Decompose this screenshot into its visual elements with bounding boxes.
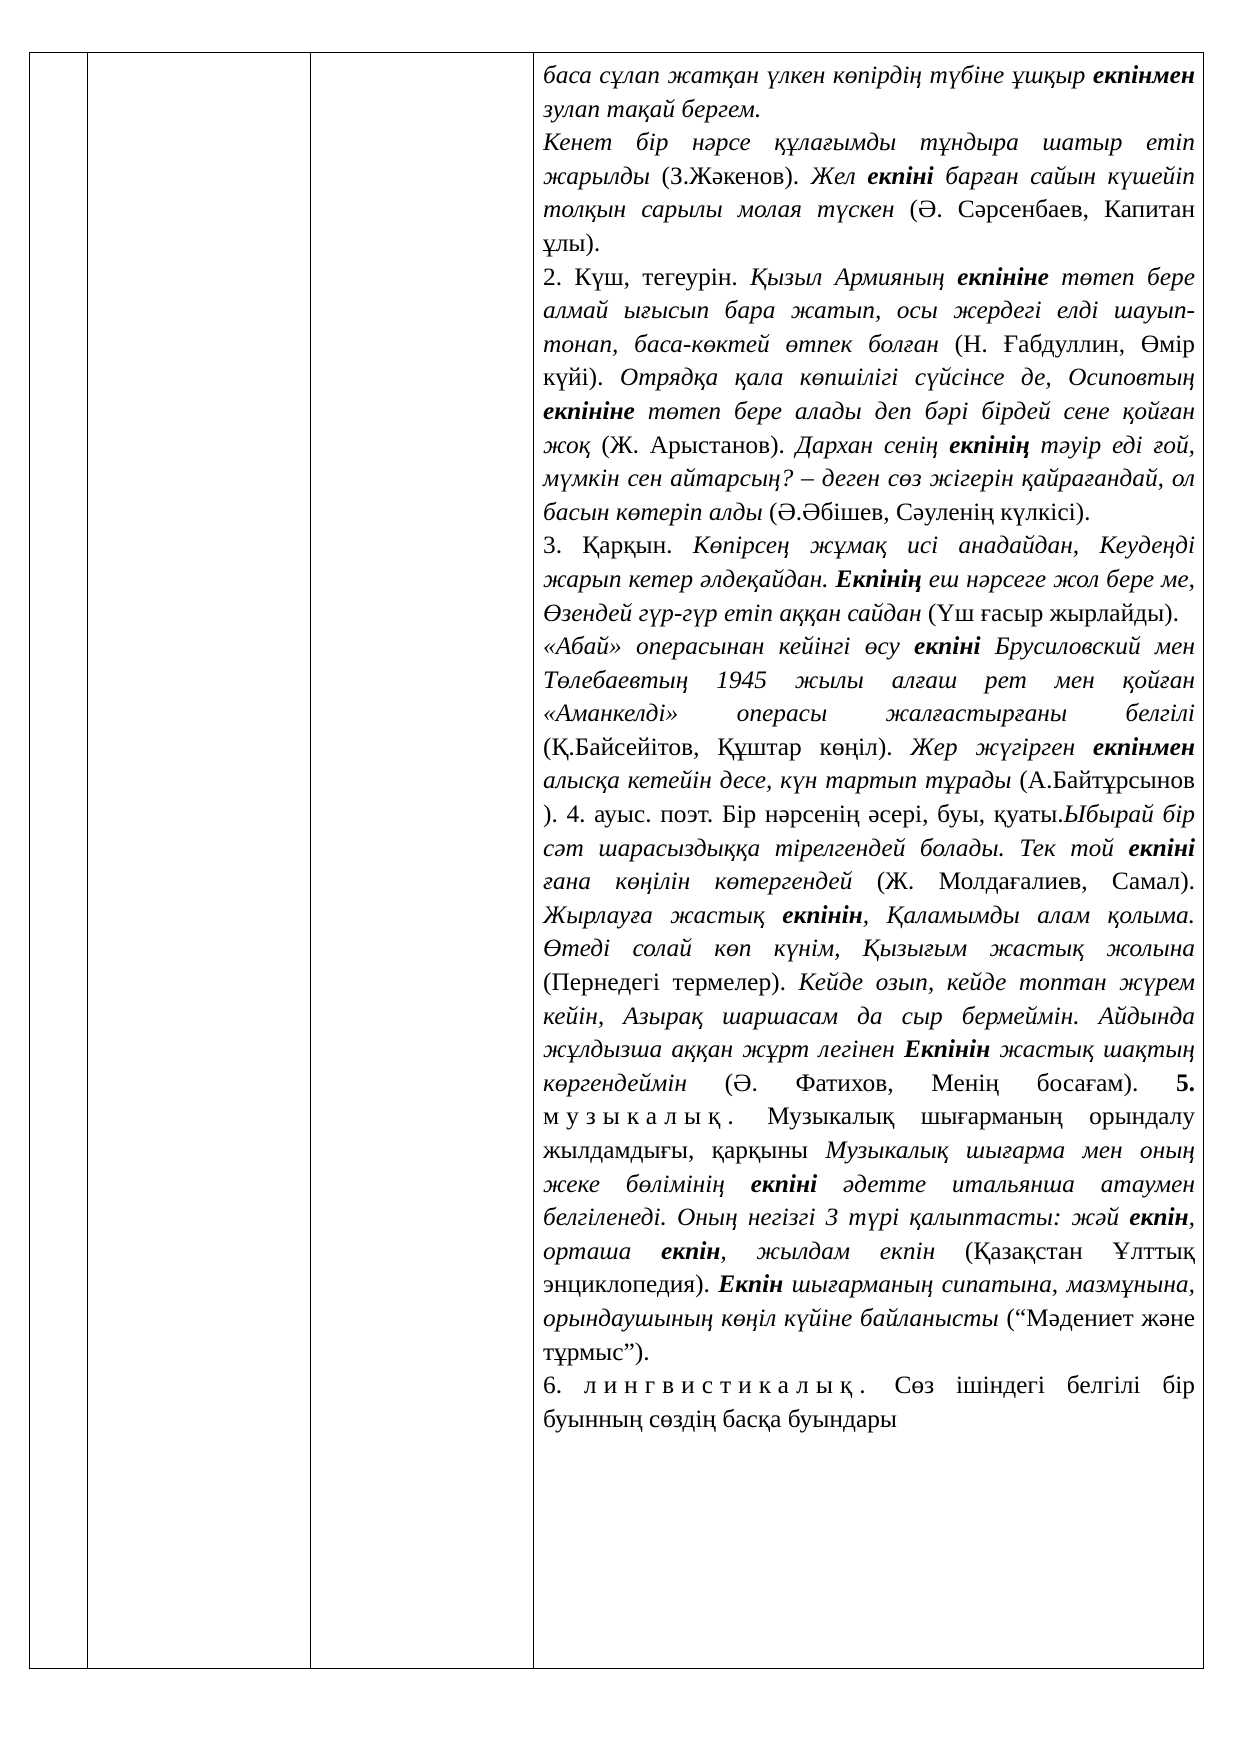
text-run: 5. [1175, 1068, 1195, 1097]
text-run: «Абай» операсынан кейінгі өсу [543, 632, 915, 661]
text-run: Музыкалық шығарманың орындалу жылдамдығы, қарқыны [543, 1102, 1195, 1164]
text-run: (Ж. Арыстанов). [590, 430, 796, 459]
text-run: тәуір еді ғой, мүмкін сен айтарсың? – деген сөз жігерін қайрағандай, ол басын көтеріп алды [543, 430, 1195, 526]
headword-run: екпіні [1128, 833, 1195, 862]
definition-paragraph [543, 126, 1195, 260]
text-run: шығарманың сипатына, мазмұнына, орындаушының көңіл күйіне байланысты [543, 1270, 1195, 1332]
headword-run: Екпін [718, 1270, 784, 1299]
text-run: алысқа кетейін десе, күн тартып тұрады [543, 766, 1012, 795]
headword-run: екпіні [914, 632, 981, 661]
text-run: барған сайын күшейіп толқын сарылы молая түскен [543, 161, 1195, 224]
text-run: музыкалық. [543, 1102, 741, 1131]
text-run: төтеп бере алмай ығысып бара жатып, осы жердегі елді шауып-тонап, баса-көктей өтпек болған [543, 262, 1195, 358]
text-run: (Н. Ғабдуллин, Өмір күйі). [543, 329, 1195, 392]
text-run: Сөз ішіндегі белгілі бір буынның сөздің басқа буындары [543, 1371, 1196, 1433]
headword-run: екпіні [867, 161, 934, 190]
headword-run: Екпінің [835, 564, 922, 593]
text-run: (Ә. Фатихов, Менің босағам). [687, 1068, 1176, 1097]
text-run: әдетте итальянша атаумен белгіленеді. Оның негізгі 3 түрі қалыптасты: жәй [543, 1169, 1195, 1232]
text-run: Көпірсең жұмақ исі анадайдан, Кеудеңді жарып кетер әлдеқайдан. [543, 531, 1195, 593]
text-run: (З.Жәкенов). [649, 161, 811, 190]
text-run: (Пернедегі термелер). [543, 968, 799, 997]
text-run: 3. Қарқын. [543, 531, 693, 560]
number-cell [30, 53, 88, 1669]
headword-run: екпінмен [1092, 61, 1195, 89]
definition-paragraph [543, 529, 1195, 630]
text-run: Музыкалық шығарма мен оның жеке бөлімінің [543, 1136, 1195, 1198]
text-run: жастық шақтың көргендеймін [543, 1035, 1195, 1097]
text-run: Жырлауға жастық [543, 900, 783, 929]
category-cell [311, 53, 534, 1669]
text-run: (А.Байтұрсынов ). 4. ауыс. поэт. Бір нәрсенің әсері, буы, қуаты. [543, 766, 1195, 829]
text-run: Кенет бір нәрсе құлағымды тұндыра шатыр етіп жарылды [543, 128, 1195, 190]
text-run: (Ә.Әбішев, Сәуленің күлкісі). [762, 497, 1091, 526]
text-run: еш нәрсеге жол бере ме, Өзендей гүр-гүр етіп аққан сайдан [543, 564, 1195, 627]
text-run: Жер жүгірген [910, 732, 1093, 761]
text-run: (Ә. Сәрсенбаев, Капитан ұлы). [543, 195, 1195, 257]
text-run: , орташа [543, 1203, 1195, 1265]
text-run: 2. Күш, тегеурін. [543, 262, 751, 291]
headword-run: екпінмен [1092, 732, 1195, 761]
text-run: Дархан сенің [795, 430, 950, 459]
definition-text [534, 53, 1203, 1436]
text-run: (Қ.Байсейітов, Құштар көңіл). [543, 732, 911, 761]
text-run: Отрядқа қала көпшілігі сүйсінсе де, Осиповтың [619, 363, 1195, 392]
term-cell [88, 53, 311, 1669]
dictionary-table [29, 52, 1204, 1669]
text-run: (Қазақстан Ұлттық энциклопедия). [543, 1236, 1196, 1299]
definition-paragraph [543, 630, 1195, 1369]
text-run: ғана көңілін көтергендей [543, 867, 853, 896]
headword-run: екпіні [750, 1169, 818, 1198]
text-run: төтеп бере алады деп бәрі бірдей сене қойған жоқ [543, 396, 1195, 459]
text-run: , жылдам екпін [720, 1236, 936, 1265]
text-run: Жел [810, 161, 868, 190]
headword-run: екпін [1129, 1203, 1189, 1232]
text-run: (“Мәдениет және тұрмыс”). [543, 1303, 1195, 1366]
text-run: Кейде озып, кейде топтан жүрем кейін, Азырақ шаршасам да сыр бермеймін. Айдында жұлдызша аққан жұрт легінен [543, 968, 1195, 1064]
headword-run: екпініне [957, 262, 1049, 291]
text-run: 6. [543, 1371, 584, 1400]
headword-run: екпінін [782, 900, 863, 929]
definition-paragraph [543, 59, 1195, 126]
headword-run: екпініне [543, 396, 635, 425]
text-run: Брусиловский мен Төлебаевтың 1945 жылы алғаш рет мен қойған «Аманкелді» операсы жалғастырғаны белгілі [543, 632, 1195, 728]
text-run: (Ж. Молдағалиев, Самал). [852, 867, 1195, 896]
definition-paragraph [543, 261, 1195, 530]
headword-run: екпін [660, 1236, 721, 1265]
definition-cell [534, 53, 1204, 1669]
text-run: (Үш ғасыр жырлайды). [921, 598, 1179, 627]
text-run: зулап тақай бергем. [543, 94, 762, 123]
text-run: Қызыл Армияның [750, 262, 958, 291]
text-run: Ыбырай бір сәт шарасыздыққа тірелгендей болады. Тек той [543, 800, 1196, 862]
headword-run: екпінің [949, 430, 1030, 459]
table-row [30, 53, 1204, 1669]
text-run: , Қаламымды алам қолыма. Өтеді солай көп күнім, Қызығым жастық жолына [543, 900, 1195, 963]
headword-run: Екпінін [903, 1035, 991, 1064]
definition-paragraph [543, 1369, 1195, 1436]
text-run: лингвистикалық. [583, 1371, 873, 1400]
text-run: баса сұлап жатқан үлкен көпірдің түбіне ұшқыр [543, 61, 1093, 89]
